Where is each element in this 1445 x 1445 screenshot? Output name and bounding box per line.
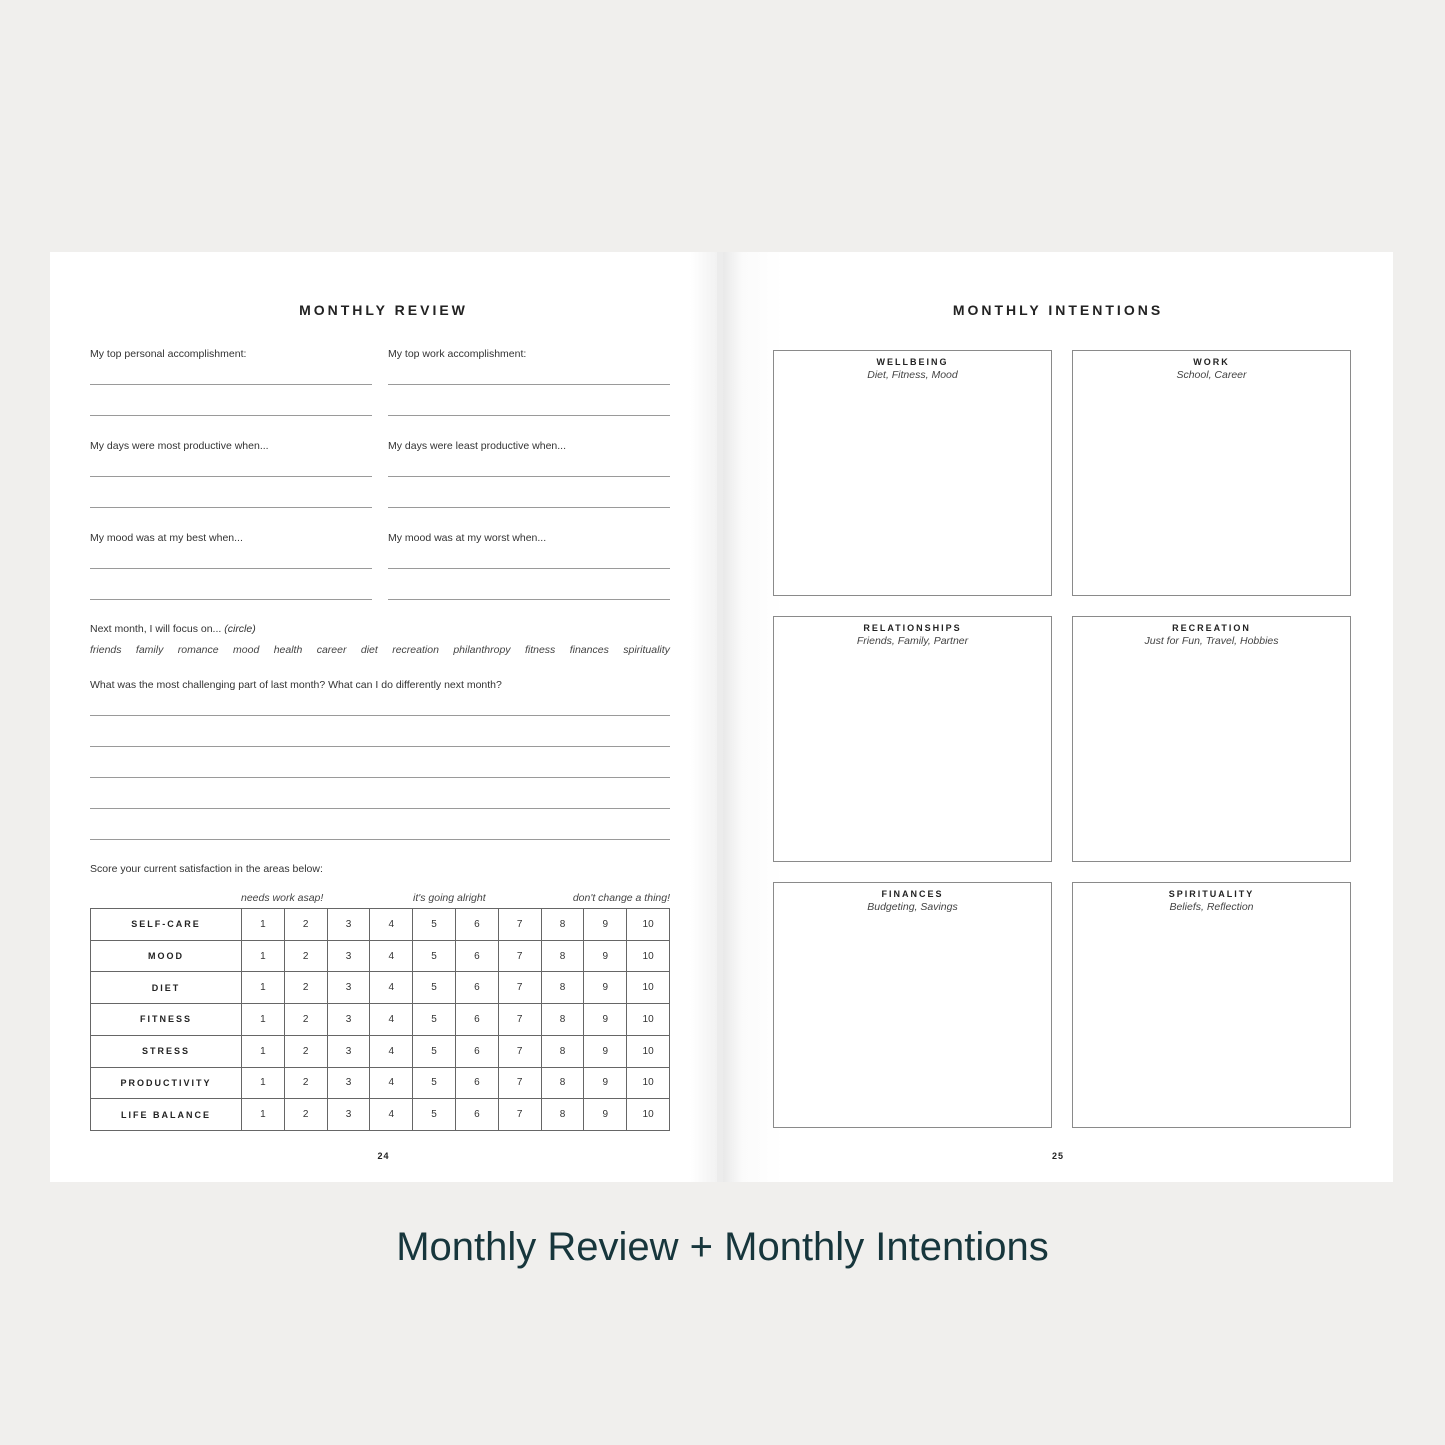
score-cell[interactable]: 7 bbox=[498, 909, 541, 941]
score-cell[interactable]: 6 bbox=[455, 1004, 498, 1036]
box-title: SPIRITUALITY bbox=[1168, 889, 1255, 899]
scale-label-high: don't change a thing! bbox=[572, 892, 670, 904]
monthly-review-page bbox=[50, 252, 717, 1182]
score-cell[interactable]: 1 bbox=[242, 909, 285, 941]
focus-options bbox=[90, 644, 670, 656]
score-cell[interactable]: 5 bbox=[413, 972, 456, 1004]
writing-line[interactable] bbox=[90, 599, 372, 600]
focus-option-family[interactable]: family bbox=[135, 644, 164, 656]
score-cell[interactable]: 9 bbox=[584, 1099, 627, 1131]
focus-option-philanthropy[interactable]: philanthropy bbox=[453, 644, 511, 656]
score-row bbox=[91, 909, 670, 941]
page-title: MONTHLY INTENTIONS bbox=[952, 302, 1164, 318]
box-subtitle: Friends, Family, Partner bbox=[856, 635, 969, 647]
challenge-prompt: What was the most challenging part of last month? What can I do differently next month? bbox=[90, 679, 502, 691]
focus-option-health[interactable]: health bbox=[273, 644, 303, 656]
score-category-label: PRODUCTIVITY bbox=[91, 1067, 242, 1099]
score-cell[interactable]: 5 bbox=[413, 1004, 456, 1036]
score-cell[interactable]: 8 bbox=[541, 972, 584, 1004]
writing-line[interactable] bbox=[90, 777, 670, 778]
satisfaction-score-table bbox=[90, 908, 670, 1131]
page-number: 25 bbox=[1051, 1151, 1064, 1161]
prompt-work: My top work accomplishment: bbox=[388, 348, 527, 360]
box-title: RECREATION bbox=[1172, 623, 1251, 633]
focus-option-romance[interactable]: romance bbox=[177, 644, 219, 656]
score-cell[interactable]: 3 bbox=[327, 1099, 370, 1131]
focus-option-friends[interactable]: friends bbox=[90, 644, 122, 656]
score-cell[interactable]: 2 bbox=[284, 1099, 327, 1131]
score-cell[interactable]: 4 bbox=[370, 940, 413, 972]
writing-line[interactable] bbox=[388, 568, 670, 569]
planner-spread bbox=[50, 252, 1393, 1182]
writing-line[interactable] bbox=[388, 415, 670, 416]
score-cell[interactable]: 9 bbox=[584, 940, 627, 972]
score-cell[interactable]: 10 bbox=[627, 1004, 670, 1036]
intention-box-finances[interactable] bbox=[773, 882, 1052, 1128]
intention-box-relationships[interactable] bbox=[773, 616, 1052, 862]
prompt-mood-worst: My mood was at my worst when... bbox=[388, 532, 547, 544]
score-row bbox=[91, 940, 670, 972]
score-cell[interactable]: 7 bbox=[498, 1067, 541, 1099]
score-cell[interactable]: 1 bbox=[242, 1099, 285, 1131]
monthly-intentions-page bbox=[723, 252, 1393, 1182]
score-cell[interactable]: 9 bbox=[584, 972, 627, 1004]
score-cell[interactable]: 2 bbox=[284, 1004, 327, 1036]
intention-box-wellbeing[interactable] bbox=[773, 350, 1052, 596]
score-cell[interactable]: 10 bbox=[627, 972, 670, 1004]
focus-option-fitness[interactable]: fitness bbox=[524, 644, 556, 656]
intention-box-recreation[interactable] bbox=[1072, 616, 1351, 862]
score-cell[interactable]: 8 bbox=[541, 1099, 584, 1131]
score-cell[interactable]: 1 bbox=[242, 940, 285, 972]
score-cell[interactable]: 10 bbox=[627, 909, 670, 941]
box-subtitle: Budgeting, Savings bbox=[867, 901, 958, 913]
score-cell[interactable]: 8 bbox=[541, 1004, 584, 1036]
box-title: FINANCES bbox=[881, 889, 944, 899]
scale-label-low: needs work asap! bbox=[241, 892, 324, 904]
score-cell[interactable]: 4 bbox=[370, 972, 413, 1004]
scale-label-mid: it's going alright bbox=[413, 892, 486, 904]
intention-box-work[interactable] bbox=[1072, 350, 1351, 596]
score-cell[interactable]: 9 bbox=[584, 1004, 627, 1036]
prompt-mood-best: My mood was at my best when... bbox=[90, 532, 243, 544]
writing-line[interactable] bbox=[90, 507, 372, 508]
score-cell[interactable]: 4 bbox=[370, 1035, 413, 1067]
score-category-label: DIET bbox=[91, 972, 242, 1004]
box-subtitle: Beliefs, Reflection bbox=[1169, 901, 1254, 913]
score-cell[interactable]: 2 bbox=[284, 909, 327, 941]
box-subtitle: Diet, Fitness, Mood bbox=[867, 369, 958, 381]
box-subtitle: School, Career bbox=[1176, 369, 1247, 381]
score-cell[interactable]: 4 bbox=[370, 909, 413, 941]
score-cell[interactable]: 3 bbox=[327, 1004, 370, 1036]
score-cell[interactable]: 1 bbox=[242, 1004, 285, 1036]
focus-option-finances[interactable]: finances bbox=[569, 644, 609, 656]
score-cell[interactable]: 7 bbox=[498, 1035, 541, 1067]
score-cell[interactable]: 10 bbox=[627, 940, 670, 972]
score-cell[interactable]: 5 bbox=[413, 1067, 456, 1099]
score-cell[interactable]: 6 bbox=[455, 1067, 498, 1099]
score-cell[interactable]: 10 bbox=[627, 1099, 670, 1131]
score-cell[interactable]: 3 bbox=[327, 972, 370, 1004]
score-category-label: MOOD bbox=[91, 940, 242, 972]
score-cell[interactable]: 3 bbox=[327, 909, 370, 941]
score-category-label: STRESS bbox=[91, 1035, 242, 1067]
score-cell[interactable]: 9 bbox=[584, 909, 627, 941]
focus-option-recreation[interactable]: recreation bbox=[392, 644, 439, 656]
score-row bbox=[91, 1067, 670, 1099]
writing-line[interactable] bbox=[388, 599, 670, 600]
prompt-least-productive: My days were least productive when... bbox=[388, 440, 566, 452]
writing-line[interactable] bbox=[388, 384, 670, 385]
score-row bbox=[91, 1004, 670, 1036]
focus-option-spirituality[interactable]: spirituality bbox=[623, 644, 670, 656]
score-cell[interactable]: 3 bbox=[327, 1035, 370, 1067]
score-cell[interactable]: 8 bbox=[541, 1067, 584, 1099]
score-cell[interactable]: 8 bbox=[541, 909, 584, 941]
score-row bbox=[91, 1035, 670, 1067]
score-cell[interactable]: 4 bbox=[370, 1067, 413, 1099]
score-cell[interactable]: 7 bbox=[498, 940, 541, 972]
score-cell[interactable]: 6 bbox=[455, 1099, 498, 1131]
focus-hint: (circle) bbox=[224, 623, 256, 635]
focus-option-mood[interactable]: mood bbox=[233, 644, 260, 656]
score-cell[interactable]: 8 bbox=[541, 1035, 584, 1067]
score-cell[interactable]: 6 bbox=[455, 972, 498, 1004]
score-cell[interactable]: 6 bbox=[455, 1035, 498, 1067]
score-cell[interactable]: 7 bbox=[498, 1099, 541, 1131]
box-subtitle: Just for Fun, Travel, Hobbies bbox=[1144, 635, 1279, 647]
image-caption: Monthly Review + Monthly Intentions bbox=[396, 1225, 1049, 1269]
score-cell[interactable]: 5 bbox=[413, 1099, 456, 1131]
score-cell[interactable]: 3 bbox=[327, 1067, 370, 1099]
box-title: WELLBEING bbox=[876, 357, 949, 367]
writing-line[interactable] bbox=[90, 808, 670, 809]
score-cell[interactable]: 7 bbox=[498, 1004, 541, 1036]
score-cell[interactable]: 2 bbox=[284, 1067, 327, 1099]
score-cell[interactable]: 6 bbox=[455, 940, 498, 972]
score-cell[interactable]: 7 bbox=[498, 972, 541, 1004]
focus-prompt bbox=[90, 623, 256, 635]
score-cell[interactable]: 8 bbox=[541, 940, 584, 972]
score-cell[interactable]: 5 bbox=[413, 940, 456, 972]
score-cell[interactable]: 1 bbox=[242, 1035, 285, 1067]
score-cell[interactable]: 1 bbox=[242, 1067, 285, 1099]
writing-line[interactable] bbox=[90, 715, 670, 716]
focus-prompt-text: Next month, I will focus on... bbox=[90, 623, 222, 635]
score-row bbox=[91, 972, 670, 1004]
score-cell[interactable]: 2 bbox=[284, 1035, 327, 1067]
intention-box-spirituality[interactable] bbox=[1072, 882, 1351, 1128]
writing-line[interactable] bbox=[90, 839, 670, 840]
writing-line[interactable] bbox=[90, 384, 372, 385]
writing-line[interactable] bbox=[90, 568, 372, 569]
score-cell[interactable]: 1 bbox=[242, 972, 285, 1004]
score-cell[interactable]: 5 bbox=[413, 1035, 456, 1067]
score-cell[interactable]: 4 bbox=[370, 1099, 413, 1131]
score-cell[interactable]: 3 bbox=[327, 940, 370, 972]
score-cell[interactable]: 6 bbox=[455, 909, 498, 941]
score-category-label: SELF-CARE bbox=[91, 909, 242, 941]
score-cell[interactable]: 2 bbox=[284, 972, 327, 1004]
page-number: 24 bbox=[377, 1151, 390, 1161]
score-cell[interactable]: 10 bbox=[627, 1035, 670, 1067]
page-title: MONTHLY REVIEW bbox=[299, 302, 468, 318]
score-category-label: LIFE BALANCE bbox=[91, 1099, 242, 1131]
prompt-personal: My top personal accomplishment: bbox=[90, 348, 247, 360]
score-cell[interactable]: 2 bbox=[284, 940, 327, 972]
box-title: WORK bbox=[1193, 357, 1230, 367]
score-cell[interactable]: 9 bbox=[584, 1067, 627, 1099]
writing-line[interactable] bbox=[388, 476, 670, 477]
writing-line[interactable] bbox=[90, 415, 372, 416]
score-cell[interactable]: 4 bbox=[370, 1004, 413, 1036]
writing-line[interactable] bbox=[90, 476, 372, 477]
writing-line[interactable] bbox=[90, 746, 670, 747]
score-category-label: FITNESS bbox=[91, 1004, 242, 1036]
prompt-most-productive: My days were most productive when... bbox=[90, 440, 269, 452]
score-prompt: Score your current satisfaction in the areas below: bbox=[90, 863, 323, 875]
focus-option-diet[interactable]: diet bbox=[360, 644, 378, 656]
focus-option-career[interactable]: career bbox=[316, 644, 347, 656]
box-title: RELATIONSHIPS bbox=[863, 623, 962, 633]
writing-line[interactable] bbox=[388, 507, 670, 508]
score-cell[interactable]: 5 bbox=[413, 909, 456, 941]
score-cell[interactable]: 9 bbox=[584, 1035, 627, 1067]
score-row bbox=[91, 1099, 670, 1131]
score-cell[interactable]: 10 bbox=[627, 1067, 670, 1099]
